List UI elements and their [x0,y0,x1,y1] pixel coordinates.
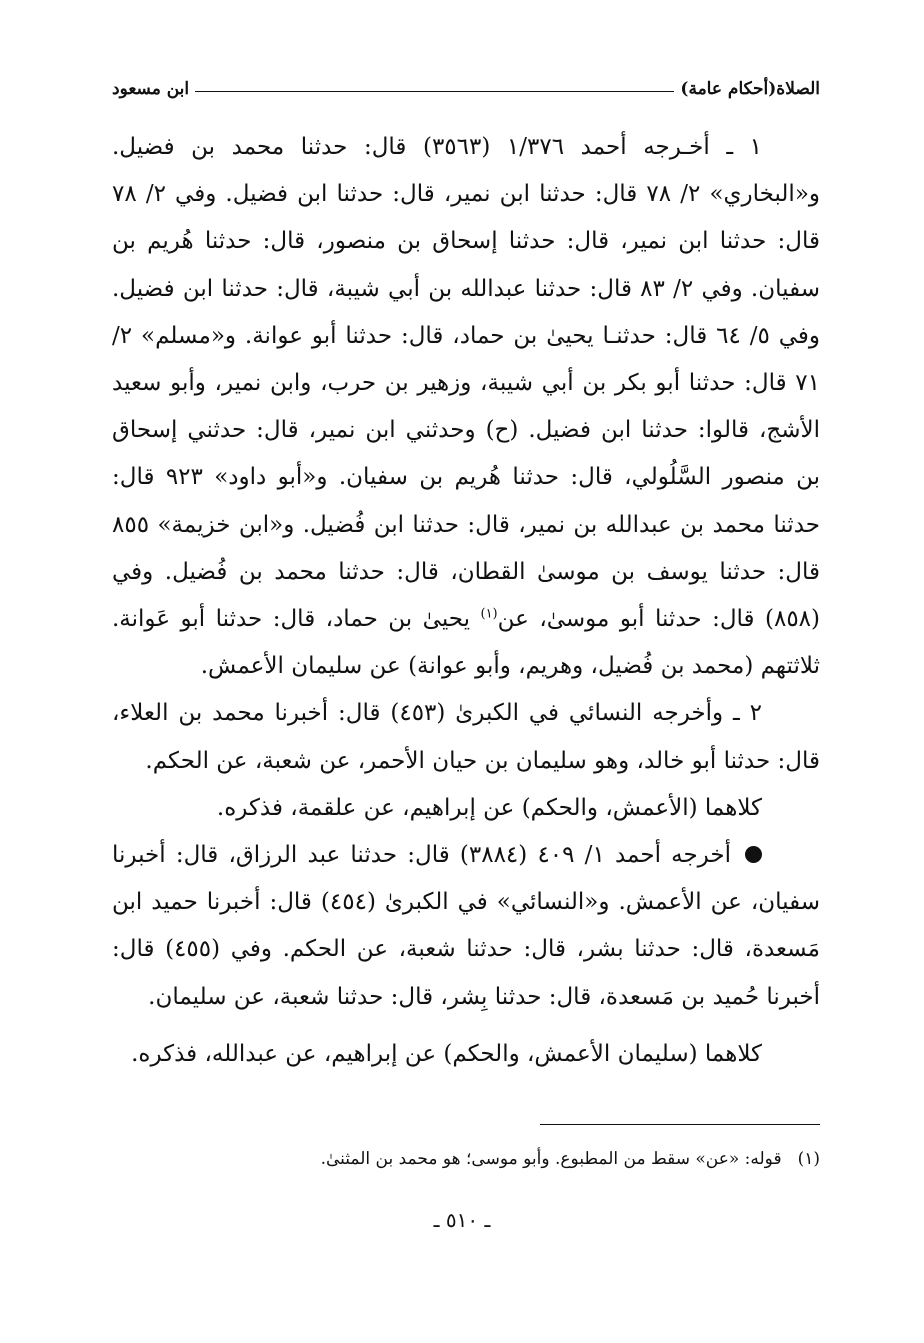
running-header [112,74,820,104]
footnote-number: (١) [797,1149,820,1169]
footnote-separator [540,1124,820,1125]
page-number: ـ ٥١٠ ـ [433,1208,491,1232]
footnote-marker: (١) [480,606,498,622]
footnote [112,1143,820,1175]
paragraph-4-text: أخرجه أحمد ١/ ٤٠٩ (٣٨٨٤) قال: حدثنا عبد الرزاق، قال: أخبرنا سفيان، عن الأعمش. و«النسائي» في الكبرىٰ (٤٥٤) قال: أخبرنا حميد ابن مَسعدة، قال: حدثنا بشر، قال: حدثنا شعبة، عن الحكم. وفي (٤٥٥) قال: أخبرنا حُميد بن مَسعدة، قال: حدثنا بِشر، قال: حدثنا شعبة، عن سليمان. [112,842,820,1010]
header-chapter-title: ابن مسعود [112,79,190,99]
paragraph-4 [112,832,820,1021]
footnote-text: قوله: «عن» سقط من المطبوع. وأبو موسى؛ هو محمد بن المثنىٰ. [320,1149,782,1169]
header-section-title: الصلاة(أحكام عامة) [680,79,820,99]
paragraph-1 [112,124,820,690]
paragraph-5: كلاهما (سليمان الأعمش، والحكم) عن إبراهيم، عن عبدالله، فذكره. [131,1040,762,1067]
paragraph-1-continuation: يحيىٰ بن حماد، قال: حدثنا أبو عَوانة. ثلاثتهم (محمد بن فُضيل، وهريم، وأبو عوانة) عن سليمان الأعمش. [112,606,820,680]
paragraph-2: ٢ ـ وأخرجه النسائي في الكبرىٰ (٤٥٣) قال: أخبرنا محمد بن العلاء، قال: حدثنا أبو خالد، وهو سليمان بن حيان الأحمر، عن شعبة، عن الحكم. [112,700,820,774]
main-text [112,124,820,1078]
header-rule [195,91,674,92]
bullet-icon [745,846,762,863]
paragraph-1-text: ١ ـ أخـرجه أحمد ١/٣٧٦ (٣٥٦٣) قال: حدثنا محمد بن فضيل. و«البخاري» ٢/ ٧٨ قال: حدثنا ابن نمير، قال: حدثنا ابن فضيل. وفي ٢/ ٧٨ قال: حدثنا ابن نمير، قال: حدثنا إسحاق بن منصور، قال: حدثنا هُريم بن سفيان. وفي ٢/ ٨٣ قال: حدثنا عبدالله بن أبي شيبة، قال: حدثنا ابن فضيل. وفي ٥/ ٦٤ قال: حدثنـا يحيىٰ بن حماد، قال: حدثنا أبو عوانة. و«مسلم» ٢/ ٧١ قال: حدثنا أبو بكر بن أبي شيبة، وزهير بن حرب، وابن نمير، وأبو سعيد الأشج، قالوا: حدثنا ابن فضيل. (ح) وحدثني ابن نمير، قال: حدثني إسحاق بن منصور السَّلُولي، قال: حدثنا هُريم بن سفيان. و«أبو داود» ٩٢٣ قال: حدثنا محمد بن عبدالله بن نمير، قال: حدثنا ابن فُضيل. و«ابن خزيمة» ٨٥٥ قال: حدثنا يوسف بن موسىٰ القطان، قال: حدثنا محمد بن فُضيل. وفي (٨٥٨) قال: حدثنا أبو موسىٰ، عن [112,134,821,633]
paragraph-3: كلاهما (الأعمش، والحكم) عن إبراهيم، عن علقمة، فذكره. [216,794,762,821]
